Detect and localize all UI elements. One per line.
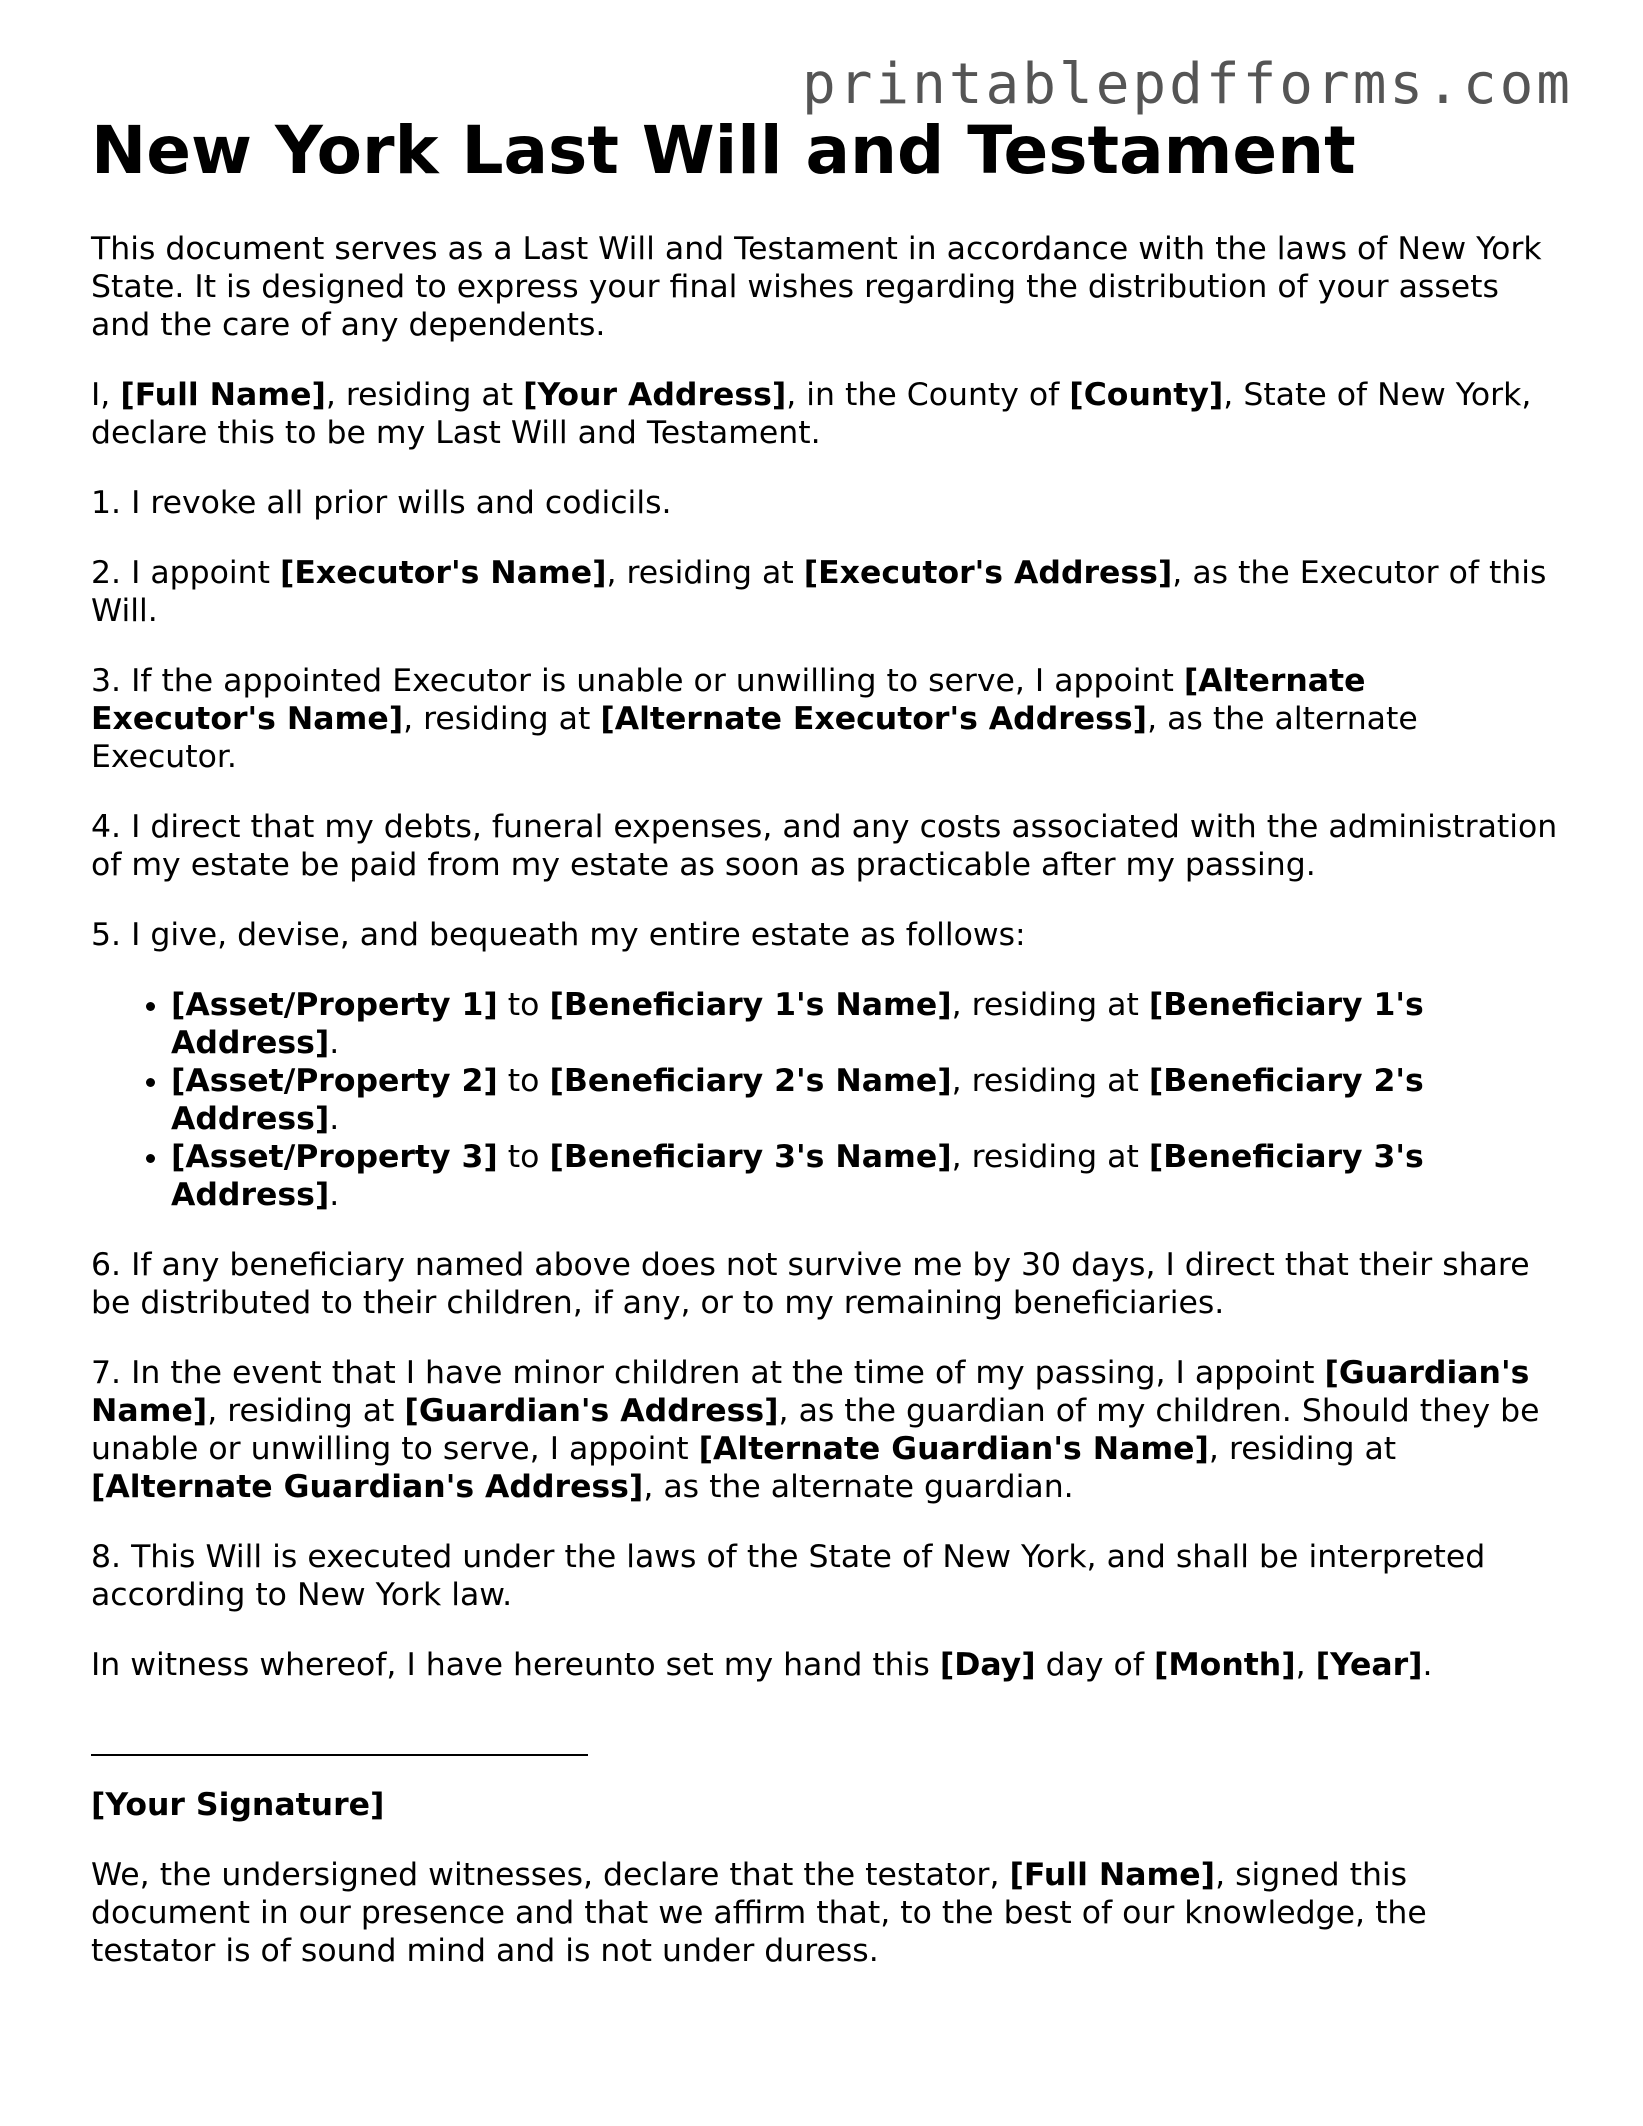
declaration-paragraph: I, [Full Name], residing at [Your Address], in the County of [County], State of New York, declare this to be my Last Will and Testament.	[91, 376, 1532, 451]
clause-4: 4. I direct that my debts, funeral expenses, and any costs associated with the administration of my estate be paid from my estate as soon as practicable after my passing.	[91, 808, 1558, 883]
signature-line	[91, 1754, 588, 1756]
clause-5: 5. I give, devise, and bequeath my entire estate as follows:	[91, 916, 1026, 953]
guardian-address-field: [Guardian's Address]	[404, 1392, 779, 1429]
watermark: printablepdfforms.com	[801, 52, 1573, 117]
list-item: • [Asset/Property 3] to [Beneficiary 3's Name], residing at [Beneficiary 3's Address].	[171, 1138, 1561, 1214]
list-item: • [Asset/Property 1] to [Beneficiary 1's Name], residing at [Beneficiary 1's Address].	[171, 986, 1561, 1062]
intro-paragraph: This document serves as a Last Will and Testament in accordance with the laws of New York State. It is designed to express your final wishes regarding the distribution of your assets and the care of any dependents.	[91, 230, 1542, 343]
alt-executor-address-field: [Alternate Executor's Address]	[600, 700, 1148, 737]
month-field: [Month]	[1153, 1646, 1296, 1683]
full-name-field: [Full Name]	[120, 376, 326, 413]
alt-executor-name-field: [Alternate Executor's Name]	[91, 662, 1366, 737]
guardian-name-field: [Guardian's Name]	[91, 1354, 1530, 1429]
witness-date-line: In witness whereof, I have hereunto set my hand this [Day] day of [Month], [Year].	[91, 1646, 1433, 1683]
clause-3: 3. If the appointed Executor is unable or unwilling to serve, I appoint [Alternate Executor's Name], residing at [Alternate Executor's Address], as the alternate Executor.	[91, 662, 1418, 775]
clause-6: 6. If any beneficiary named above does not survive me by 30 days, I direct that their share be distributed to their children, if any, or to my remaining beneficiaries.	[91, 1246, 1530, 1321]
clause-8: 8. This Will is executed under the laws of the State of New York, and shall be interpreted according to New York law.	[91, 1538, 1486, 1613]
executor-name-field: [Executor's Name]	[280, 554, 607, 591]
county-field: [County]	[1069, 376, 1224, 413]
executor-address-field: [Executor's Address]	[803, 554, 1173, 591]
address-field: [Your Address]	[523, 376, 787, 413]
witness-declaration: We, the undersigned witnesses, declare that the testator, [Full Name], signed this document in our presence and that we affirm that, to the best of our knowledge, the testator is of sound mind and is not under duress.	[91, 1856, 1427, 1969]
alt-guardian-name-field: [Alternate Guardian's Name]	[698, 1430, 1209, 1467]
clause-2: 2. I appoint [Executor's Name], residing at [Executor's Address], as the Executor of this Will.	[91, 554, 1547, 629]
bequest-list	[91, 986, 1561, 1214]
year-field: [Year]	[1315, 1646, 1423, 1683]
clause-7: 7. In the event that I have minor children at the time of my passing, I appoint [Guardian's Name], residing at [Guardian's Address], as the guardian of my children. Should they be unable or unwilling to serve, I appoint [Alternate Guardian's Name], residing at [Alternate Guardian's Address], as the alternate guardian.	[91, 1354, 1540, 1505]
day-field: [Day]	[939, 1646, 1036, 1683]
full-name-field: [Full Name]	[1009, 1856, 1216, 1893]
signature-label: [Your Signature]	[91, 1786, 385, 1823]
document-body	[91, 112, 1561, 2002]
list-item: • [Asset/Property 2] to [Beneficiary 2's Name], residing at [Beneficiary 2's Address].	[171, 1062, 1561, 1138]
alt-guardian-address-field: [Alternate Guardian's Address]	[91, 1468, 644, 1505]
clause-1: 1. I revoke all prior wills and codicils.	[91, 484, 672, 521]
page-title: New York Last Will and Testament	[91, 112, 1356, 189]
